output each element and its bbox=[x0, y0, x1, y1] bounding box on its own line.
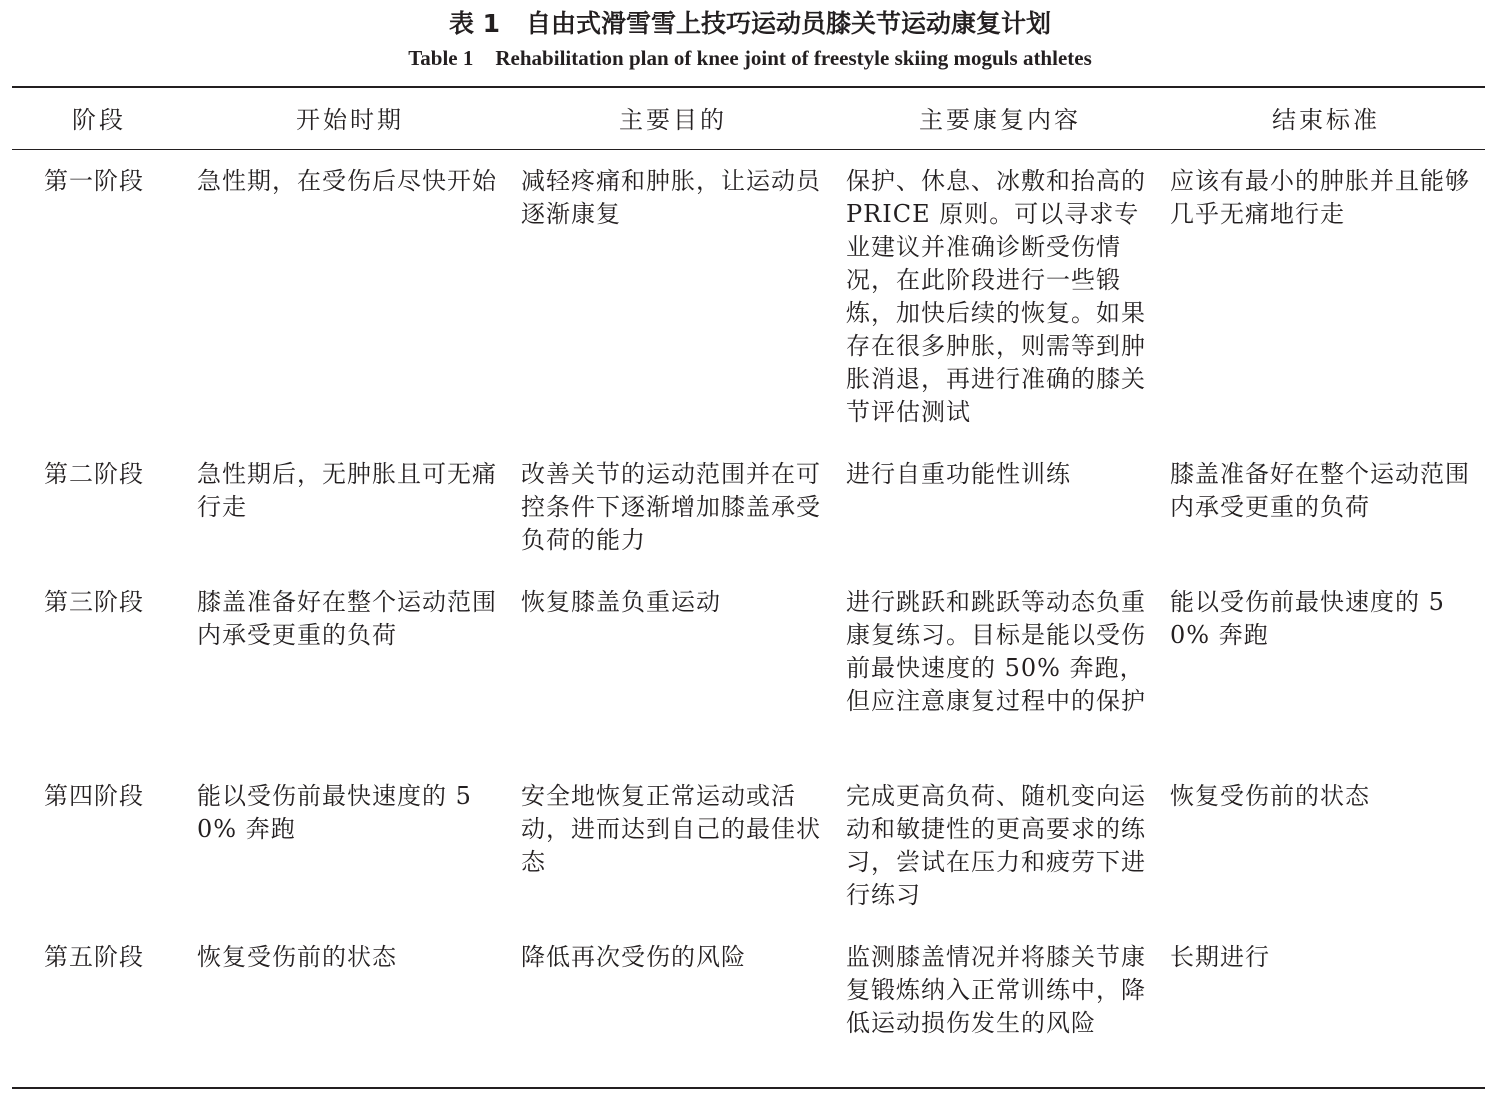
cell-main-goal: 安全地恢复正常运动或活动，进而达到自己的最佳状态 bbox=[521, 782, 821, 876]
cell-start-period: 膝盖准备好在整个运动范围内承受更重的负荷 bbox=[197, 588, 497, 649]
header-main-goal: 主要目的 bbox=[619, 106, 727, 134]
cell-end-criteria: 应该有最小的肿胀并且能够几乎无痛地行走 bbox=[1170, 167, 1470, 228]
header-start-period: 开始时期 bbox=[296, 106, 404, 134]
cell-main-content: 保护、休息、冰敷和抬高的 PRICE 原则。可以寻求专业建议并准确诊断受伤情况，在此阶段进行一些锻炼，加快后续的恢复。如果存在很多肿胀，则需等到肿胀消退，再进行准确的膝关节评估测试 bbox=[846, 167, 1146, 426]
cell-main-goal: 恢复膝盖负重运动 bbox=[521, 588, 721, 616]
table-bottom-rule bbox=[12, 1087, 1485, 1089]
table-top-rule bbox=[12, 86, 1485, 88]
table-header-rule bbox=[12, 149, 1485, 150]
cell-main-content: 进行跳跃和跳跃等动态负重康复练习。目标是能以受伤前最快速度的 50% 奔跑，但应注意康复过程中的保护 bbox=[846, 588, 1146, 715]
table-title-english: Rehabilitation plan of knee joint of freestyle skiing moguls athletes bbox=[495, 46, 1092, 70]
cell-stage: 第四阶段 bbox=[44, 782, 144, 810]
cell-end-criteria: 恢复受伤前的状态 bbox=[1170, 782, 1370, 810]
cell-main-goal: 降低再次受伤的风险 bbox=[521, 943, 746, 971]
cell-main-goal: 减轻疼痛和肿胀，让运动员逐渐康复 bbox=[521, 167, 821, 228]
table-caption-english bbox=[0, 44, 1500, 72]
cell-start-period: 急性期后，无肿胀且可无痛行走 bbox=[197, 460, 497, 521]
cell-end-criteria: 长期进行 bbox=[1170, 943, 1270, 971]
cell-stage: 第五阶段 bbox=[44, 943, 144, 971]
header-main-content: 主要康复内容 bbox=[919, 106, 1081, 134]
table-number-english: Table 1 bbox=[408, 46, 474, 70]
cell-stage: 第三阶段 bbox=[44, 588, 144, 616]
table-number-chinese: 表 1 bbox=[448, 9, 501, 38]
cell-start-period: 急性期，在受伤后尽快开始 bbox=[197, 167, 497, 195]
cell-main-content: 进行自重功能性训练 bbox=[846, 460, 1071, 488]
cell-main-goal: 改善关节的运动范围并在可控条件下逐渐增加膝盖承受负荷的能力 bbox=[521, 460, 821, 554]
table-title-chinese: 自由式滑雪雪上技巧运动员膝关节运动康复计划 bbox=[526, 9, 1052, 38]
cell-start-period: 恢复受伤前的状态 bbox=[197, 943, 397, 971]
cell-end-criteria: 能以受伤前最快速度的 50% 奔跑 bbox=[1170, 588, 1445, 649]
cell-stage: 第一阶段 bbox=[44, 167, 144, 195]
header-stage: 阶段 bbox=[72, 106, 126, 134]
table-caption-chinese bbox=[0, 8, 1500, 40]
header-end-criteria: 结束标准 bbox=[1272, 106, 1380, 134]
cell-main-content: 监测膝盖情况并将膝关节康复锻炼纳入正常训练中，降低运动损伤发生的风险 bbox=[846, 943, 1146, 1037]
cell-start-period: 能以受伤前最快速度的 50% 奔跑 bbox=[197, 782, 472, 843]
cell-stage: 第二阶段 bbox=[44, 460, 144, 488]
cell-main-content: 完成更高负荷、随机变向运动和敏捷性的更高要求的练习，尝试在压力和疲劳下进行练习 bbox=[846, 782, 1146, 909]
cell-end-criteria: 膝盖准备好在整个运动范围内承受更重的负荷 bbox=[1170, 460, 1470, 521]
